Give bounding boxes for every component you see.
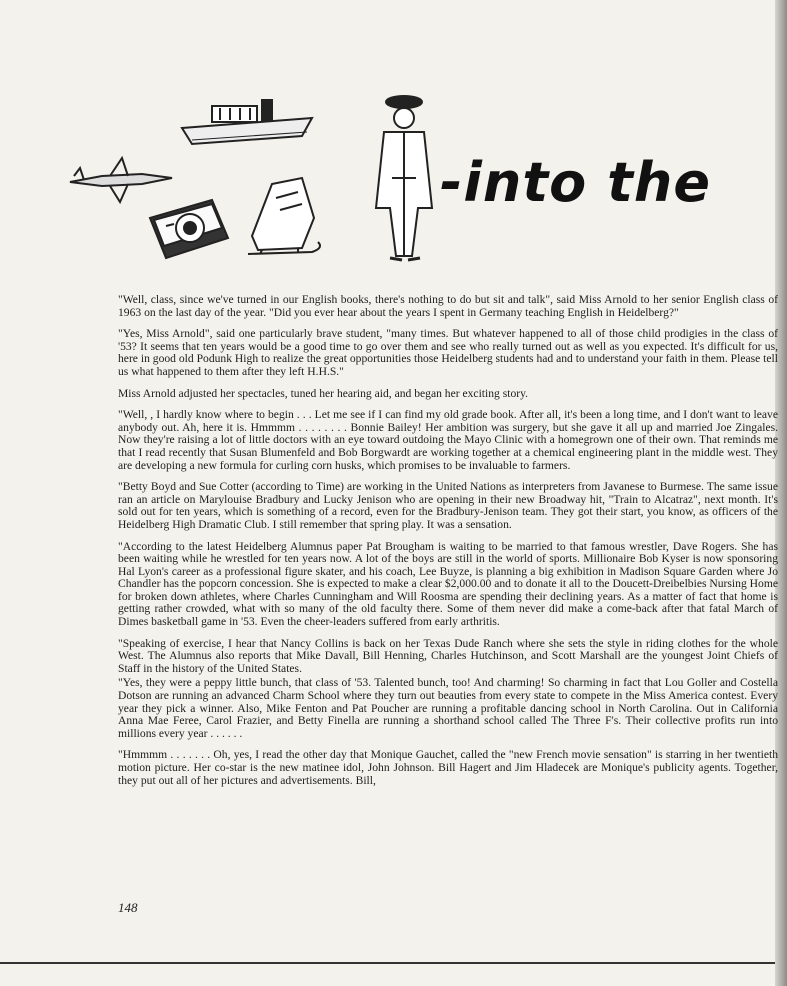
ice-skate-icon — [248, 178, 320, 254]
paragraph: "Yes, Miss Arnold", said one particularly brave student, "many times. But whatever happened to all of those child prodigies in the class of '53? It seems that ten years would be a good time to go over them and see who really turned out as well as you expected. It's difficult for us, here in good old Podunk High to realize the great opportunities those Heidelberg students had and to understand your faith in them. Please tell us what happened to them after they left H.H.S." — [118, 327, 778, 378]
camera-icon — [150, 200, 228, 258]
page-number: 148 — [118, 900, 138, 915]
bottom-rule — [0, 962, 775, 964]
paragraph: "Hmmmm . . . . . . . Oh, yes, I read the other day that Monique Gauchet, called the "new French movie sensation" is starring in her twentieth motion picture. Her co-star is the new matinee idol, John Johnson. Bill Hagert and Jim Hladecek are Monique's publicity agents. Together, they put out all of her pictures and advertisements. Bill, — [118, 748, 778, 787]
paragraph: "Betty Boyd and Sue Cotter (according to Time) are working in the United Nations as interpreters from Javanese to Burmese. The same issue ran an article on Marylouise Bradbury and Lucky Jenison who are opening in their new Broadway hit, "Train to Alcatraz", next month. It's sold out for ten years, which is something of a record, even for the Bradbury-Jenison team. They got their start, you know, as officers of the Heidelberg High Dramatic Club. I still remember that spring play. It was a sensation. — [118, 480, 778, 531]
paragraph: "Speaking of exercise, I hear that Nancy Collins is back on her Texas Dude Ranch where she sets the style in riding clothes for the whole West. The Alumnus also reports that Mike Davall, Bill Henning, Charles Hutchinson, and Scott Marshall are the youngest Joint Chiefs of Staff in the history of the United States. — [118, 636, 778, 675]
travel-illustration — [62, 88, 462, 278]
paragraph: "Yes, they were a peppy little bunch, that class of '53. Talented bunch, too! And charming! So charming in fact that Lou Goller and Costella Dotson are running an advanced Charm School where they turn out beauties from every state to compete in the Miss America contest. Every year they pick a winner. Also, Mike Fenton and Pat Poucher are running a profitable dancing school in North Carolina. Out in California Anna Mae Feree, Carol Frazier, and Betty Finella are running a shorthand school called The Three F's. Their collective profits run into millions every year . . . . . . — [118, 676, 778, 740]
paragraph: Miss Arnold adjusted her spectacles, tuned her hearing aid, and began her exciting story. — [118, 386, 529, 400]
paragraph: "According to the latest Heidelberg Alumnus paper Pat Brougham is waiting to be married to that famous wrestler, Dave Rogers. She has been waiting while he wrestled for ten years now. A lot of the boys are still in the world of sports. Millionaire Bob Kyser is now sponsoring Hal Lyon's career as a professional figure skater, and his coach, Lee Buyze, is planning a big exhibition in Madison Square Garden where Jo Chandler has the popcorn concession. She is expected to make a clear $2,000.00 and to donate it all to the Doucett-Dreibelbies Nursing Home for broken down athletes, where Charles Cunningham and Will Roosma are spending their declining years. As a matter of fact that home is getting rather crowded, what with so many of the old faculty there. Some of them never did make a come-back after that fatal March of Dimes basketball game in '53. Even the cheer-leaders suffered from early arthritis. — [118, 539, 778, 629]
headline-into-the: -into the — [440, 151, 711, 214]
airplane-icon — [70, 158, 172, 202]
article-body — [118, 294, 778, 796]
sailor-figure-icon — [376, 96, 432, 260]
ship-icon — [182, 100, 312, 144]
paragraph: "Well, class, since we've turned in our English books, there's nothing to do but sit and talk", said Miss Arnold to her senior English class of 1963 on the last day of the year. "Did you ever hear about the years I spent in Germany teaching English in Heidelberg?" — [118, 293, 778, 319]
paragraph: "Well, , I hardly know where to begin . . . Let me see if I can find my old grade book. After all, it's been a long time, and I don't want to leave anybody out. Ah, here it is. Hmmmm . . . . . . . . Bonnie Bailey! Her ambition was surgery, but she gave it all up and married Joe Zingales. Now they're raising a lot of little doctors with an eye toward outdoing the Mayo Clinic with a homegrown one of their own. That reminds me that I read recently that Susan Blumenfeld and Bob Borgwardt are working together at a chemical engineering plant in the middle west. They are developing a new formula for curling corn husks, which promises to be invaluable to farmers. — [118, 408, 778, 472]
